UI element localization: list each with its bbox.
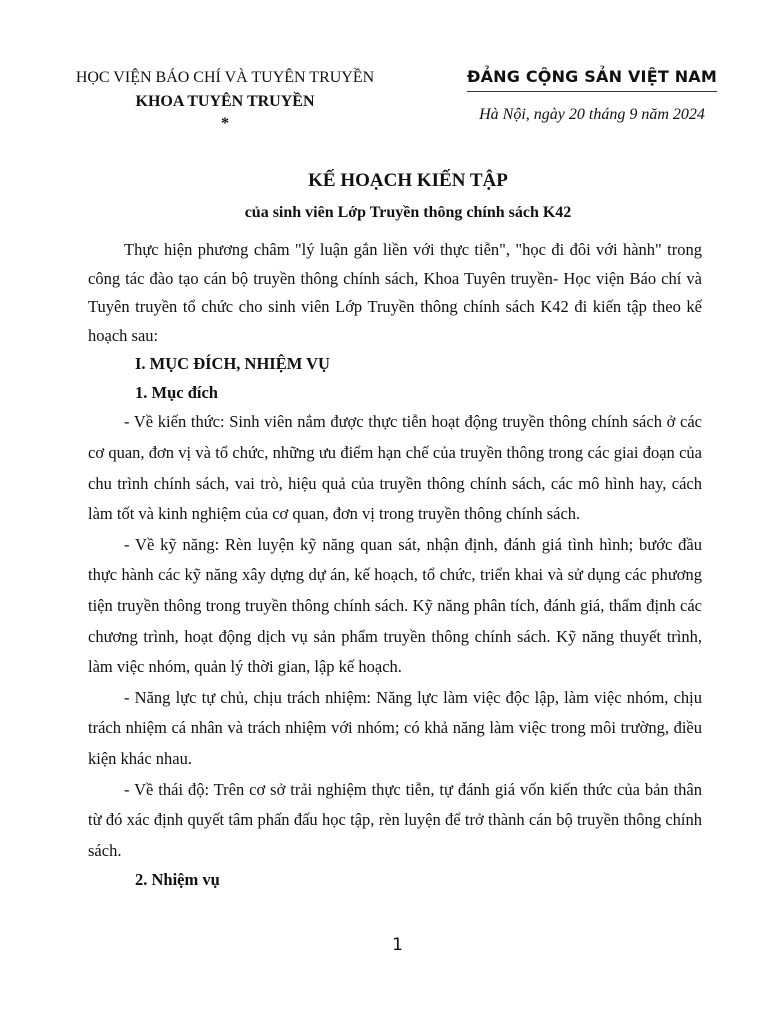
section-heading-1: I. MỤC ĐÍCH, NHIỆM VỤ bbox=[135, 354, 330, 373]
purpose-attitude-paragraph: - Về thái độ: Trên cơ sở trải nghiệm thực tiễn, tự đánh giá vốn kiến thức của bản thân từ đó xác định quyết tâm phấn đấu học tập, rèn luyện để trở thành cán bộ truyền thông chính sách. bbox=[88, 779, 702, 860]
purpose-autonomy-paragraph: - Năng lực tự chủ, chịu trách nhiệm: Năng lực làm việc độc lập, làm việc nhóm, chịu trách nhiệm cá nhân và trách nhiệm với nhóm; có khả năng làm việc trong môi trường, điều kiện khác nhau. bbox=[88, 687, 702, 768]
faculty-name: KHOA TUYÊN TRUYỀN bbox=[135, 93, 315, 110]
document-date: Hà Nội, ngày 20 tháng 9 năm 2024 bbox=[479, 106, 705, 123]
institution-name: HỌC VIỆN BÁO CHÍ VÀ TUYÊN TRUYỀN bbox=[75, 69, 375, 86]
header-left bbox=[60, 66, 390, 134]
document-body bbox=[88, 236, 702, 895]
header-star: * bbox=[221, 115, 229, 132]
document-title: KẾ HOẠCH KIẾN TẬP bbox=[308, 170, 508, 191]
party-name: ĐẢNG CỘNG SẢN VIỆT NAM bbox=[467, 64, 717, 92]
document-subtitle: của sinh viên Lớp Truyền thông chính sách K42 bbox=[244, 204, 572, 221]
intro-paragraph: Thực hiện phương châm "lý luận gắn liền với thực tiễn", "học đi đôi với hành" trong công tác đào tạo cán bộ truyền thông chính sách, Khoa Tuyên truyền- Học viện Báo chí và Tuyên truyền tổ chức cho sinh viên Lớp Truyền thông chính sách K42 đi kiến tập theo kế hoạch sau: bbox=[88, 240, 702, 345]
header-right bbox=[442, 64, 742, 126]
purpose-skills-paragraph: - Về kỹ năng: Rèn luyện kỹ năng quan sát, nhận định, đánh giá tình hình; bước đầu thực hành các kỹ năng xây dựng dự án, kế hoạch, tổ chức, triển khai và sử dụng các phương tiện truyền thông trong truyền thông chính sách. Kỹ năng phân tích, đánh giá, thẩm định các chương trình, hoạt động dịch vụ sản phẩm truyền thông chính sách. Kỹ năng thuyết trình, làm việc nhóm, quản lý thời gian, lập kế hoạch. bbox=[88, 534, 702, 677]
subsection-heading-tasks: 2. Nhiệm vụ bbox=[135, 870, 220, 890]
purpose-knowledge-paragraph: - Về kiến thức: Sinh viên nắm được thực tiễn hoạt động truyền thông chính sách ở các cơ quan, đơn vị và tổ chức, những ưu điểm hạn chế của truyền thông trong các giai đoạn của chu trình chính sách, vai trò, hiệu quả của truyền thông chính sách, các mô hình hay, cách làm tốt và kinh nghiệm của cơ quan, đơn vị trong truyền thông chính sách. bbox=[88, 412, 702, 524]
page-number: 1 bbox=[392, 935, 403, 955]
subsection-heading-purpose: 1. Mục đích bbox=[135, 382, 218, 402]
